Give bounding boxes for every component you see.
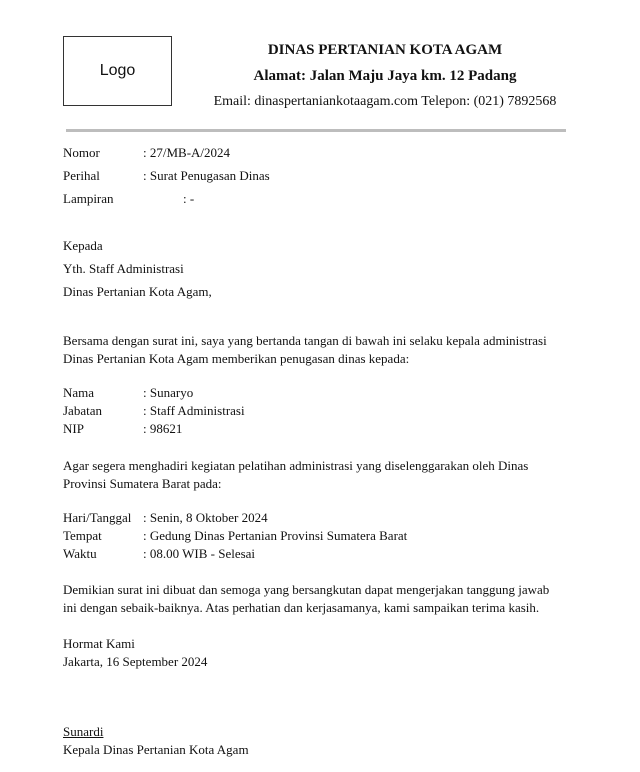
org-address: Alamat: Jalan Maju Jaya km. 12 Padang bbox=[253, 68, 517, 84]
org-contact: Email: dinaspertaniankotaagam.com Telepon: (021) 7892568 bbox=[213, 94, 557, 109]
logo-text: Logo bbox=[99, 62, 136, 79]
instruction-line-1: Agar segera menghadiri kegiatan pelatihan administrasi yang diselenggarakan oleh Dinas bbox=[63, 458, 529, 473]
nip-label: NIP bbox=[63, 421, 84, 436]
intro-line-1: Bersama dengan surat ini, saya yang bertanda tangan di bawah ini selaku kepala administrasi bbox=[63, 333, 547, 348]
schedule-place-label: Tempat bbox=[63, 528, 102, 543]
closing-line-2: ini dengan sebaik-baiknya. Atas perhatian dan kerjasamanya, kami sampaikan terima kasih. bbox=[63, 600, 540, 615]
schedule-date-label: Hari/Tanggal bbox=[63, 510, 132, 525]
signatory-name: Sunardi bbox=[63, 724, 104, 739]
perihal-value: : Surat Penugasan Dinas bbox=[143, 168, 270, 183]
nip-value: : 98621 bbox=[143, 421, 183, 436]
recipient-line-3: Dinas Pertanian Kota Agam, bbox=[63, 284, 212, 299]
logo-placeholder bbox=[63, 36, 172, 106]
nomor-value: : 27/MB-A/2024 bbox=[143, 145, 231, 160]
signatory-title: Kepala Dinas Pertanian Kota Agam bbox=[63, 742, 249, 757]
schedule-date-value: : Senin, 8 Oktober 2024 bbox=[143, 510, 268, 525]
signature-place-date: Jakarta, 16 September 2024 bbox=[63, 654, 208, 669]
closing-line-1: Demikian surat ini dibuat dan semoga yang bersangkutan dapat mengerjakan tanggung jawab bbox=[63, 582, 550, 597]
nama-value: : Sunaryo bbox=[143, 385, 194, 400]
lampiran-value: : - bbox=[183, 191, 195, 206]
nomor-label: Nomor bbox=[63, 145, 100, 160]
schedule-time-label: Waktu bbox=[63, 546, 97, 561]
jabatan-label: Jabatan bbox=[63, 403, 102, 418]
org-name: DINAS PERTANIAN KOTA AGAM bbox=[267, 42, 503, 58]
recipient-line-1: Kepada bbox=[63, 238, 103, 253]
jabatan-value: : Staff Administrasi bbox=[143, 403, 245, 418]
lampiran-label: Lampiran bbox=[63, 191, 114, 206]
perihal-label: Perihal bbox=[63, 168, 100, 183]
intro-line-2: Dinas Pertanian Kota Agam memberikan penugasan dinas kepada: bbox=[63, 351, 410, 366]
nama-label: Nama bbox=[63, 385, 95, 400]
schedule-time-value: : 08.00 WIB - Selesai bbox=[143, 546, 256, 561]
instruction-line-2: Provinsi Sumatera Barat pada: bbox=[63, 476, 222, 491]
schedule-place-value: : Gedung Dinas Pertanian Provinsi Sumatera Barat bbox=[143, 528, 408, 543]
signature-salutation: Hormat Kami bbox=[63, 636, 135, 651]
recipient-line-2: Yth. Staff Administrasi bbox=[63, 261, 184, 276]
header-divider bbox=[66, 129, 566, 132]
